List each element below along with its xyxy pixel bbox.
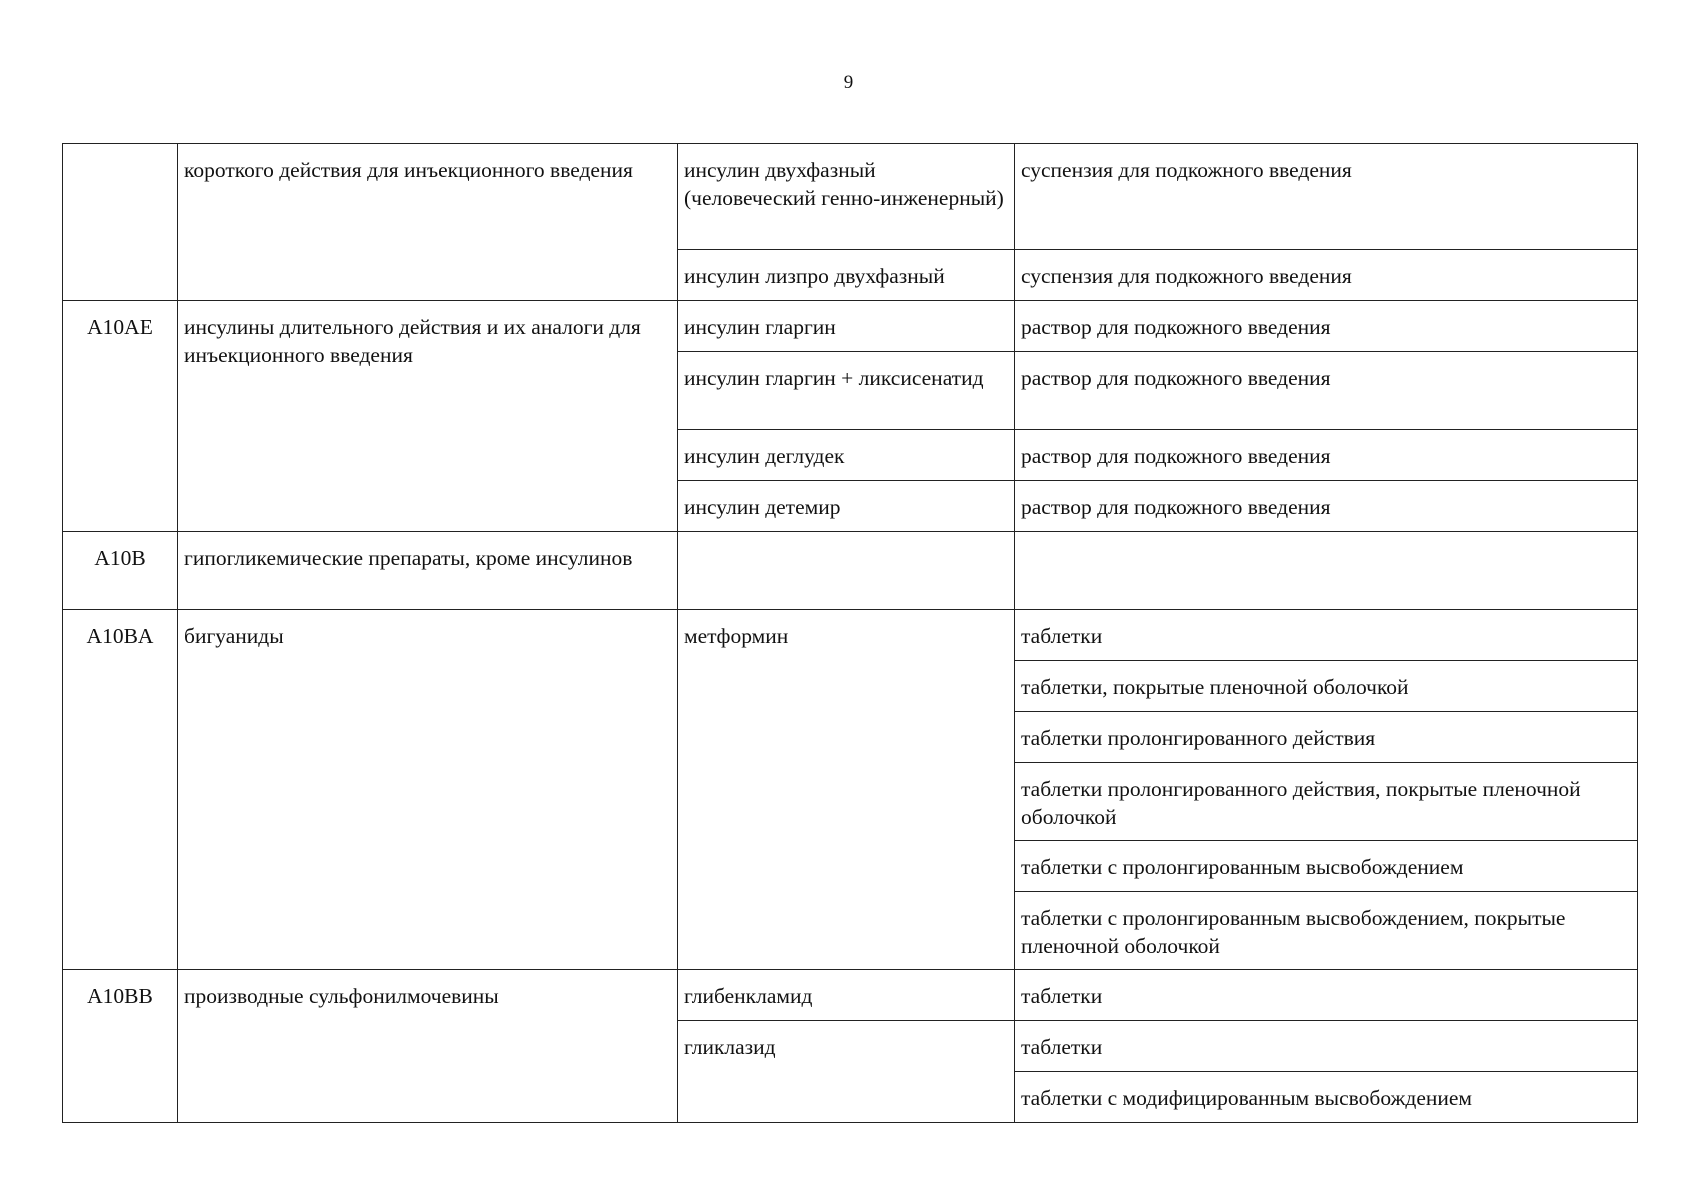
atc-group-cell: производные сульфонилмочевины <box>178 970 678 1123</box>
dosage-form-cell: суспензия для подкожного введения <box>1015 250 1638 301</box>
dosage-form-cell: таблетки с пролонгированным высвобождением <box>1015 841 1638 892</box>
drug-name-cell: инсулин лизпро двухфазный <box>678 250 1015 301</box>
dosage-form-cell: таблетки <box>1015 970 1638 1021</box>
table-row <box>63 970 1638 1021</box>
drug-name-cell: инсулин гларгин + ликсисенатид <box>678 352 1015 430</box>
atc-code-cell: A10B <box>63 532 178 610</box>
atc-code-cell: A10BA <box>63 610 178 970</box>
dosage-form-cell: раствор для подкожного введения <box>1015 430 1638 481</box>
atc-group-cell: короткого действия для инъекционного введения <box>178 144 678 301</box>
dosage-form-cell: суспензия для подкожного введения <box>1015 144 1638 250</box>
atc-group-cell: бигуаниды <box>178 610 678 970</box>
drug-name-cell: инсулин двухфазный (человеческий генно-инженерный) <box>678 144 1015 250</box>
dosage-form-cell: таблетки <box>1015 1021 1638 1072</box>
atc-group-cell: гипогликемические препараты, кроме инсулинов <box>178 532 678 610</box>
drug-name-cell: глибенкламид <box>678 970 1015 1021</box>
drug-list-table <box>62 143 1638 1123</box>
atc-group-cell: инсулины длительного действия и их аналоги для инъекционного введения <box>178 301 678 532</box>
dosage-form-cell: таблетки пролонгированного действия <box>1015 712 1638 763</box>
drug-name-cell: инсулин детемир <box>678 481 1015 532</box>
dosage-form-cell: раствор для подкожного введения <box>1015 481 1638 532</box>
drug-name-cell: метформин <box>678 610 1015 970</box>
drug-name-cell <box>678 532 1015 610</box>
dosage-form-cell <box>1015 532 1638 610</box>
dosage-form-cell: таблетки с модифицированным высвобождением <box>1015 1072 1638 1123</box>
table-row <box>63 301 1638 352</box>
atc-code-cell: A10AE <box>63 301 178 532</box>
dosage-form-cell: таблетки пролонгированного действия, покрытые пленочной оболочкой <box>1015 763 1638 841</box>
table-row <box>63 532 1638 610</box>
page-number: 9 <box>843 72 854 93</box>
drug-name-cell: инсулин деглудек <box>678 430 1015 481</box>
dosage-form-cell: таблетки с пролонгированным высвобождением, покрытые пленочной оболочкой <box>1015 892 1638 970</box>
table-row <box>63 610 1638 661</box>
drug-name-cell: гликлазид <box>678 1021 1015 1123</box>
dosage-form-cell: таблетки <box>1015 610 1638 661</box>
atc-code-cell <box>63 144 178 301</box>
dosage-form-cell: раствор для подкожного введения <box>1015 352 1638 430</box>
dosage-form-cell: таблетки, покрытые пленочной оболочкой <box>1015 661 1638 712</box>
dosage-form-cell: раствор для подкожного введения <box>1015 301 1638 352</box>
table-row <box>63 144 1638 250</box>
atc-code-cell: A10BB <box>63 970 178 1123</box>
drug-name-cell: инсулин гларгин <box>678 301 1015 352</box>
